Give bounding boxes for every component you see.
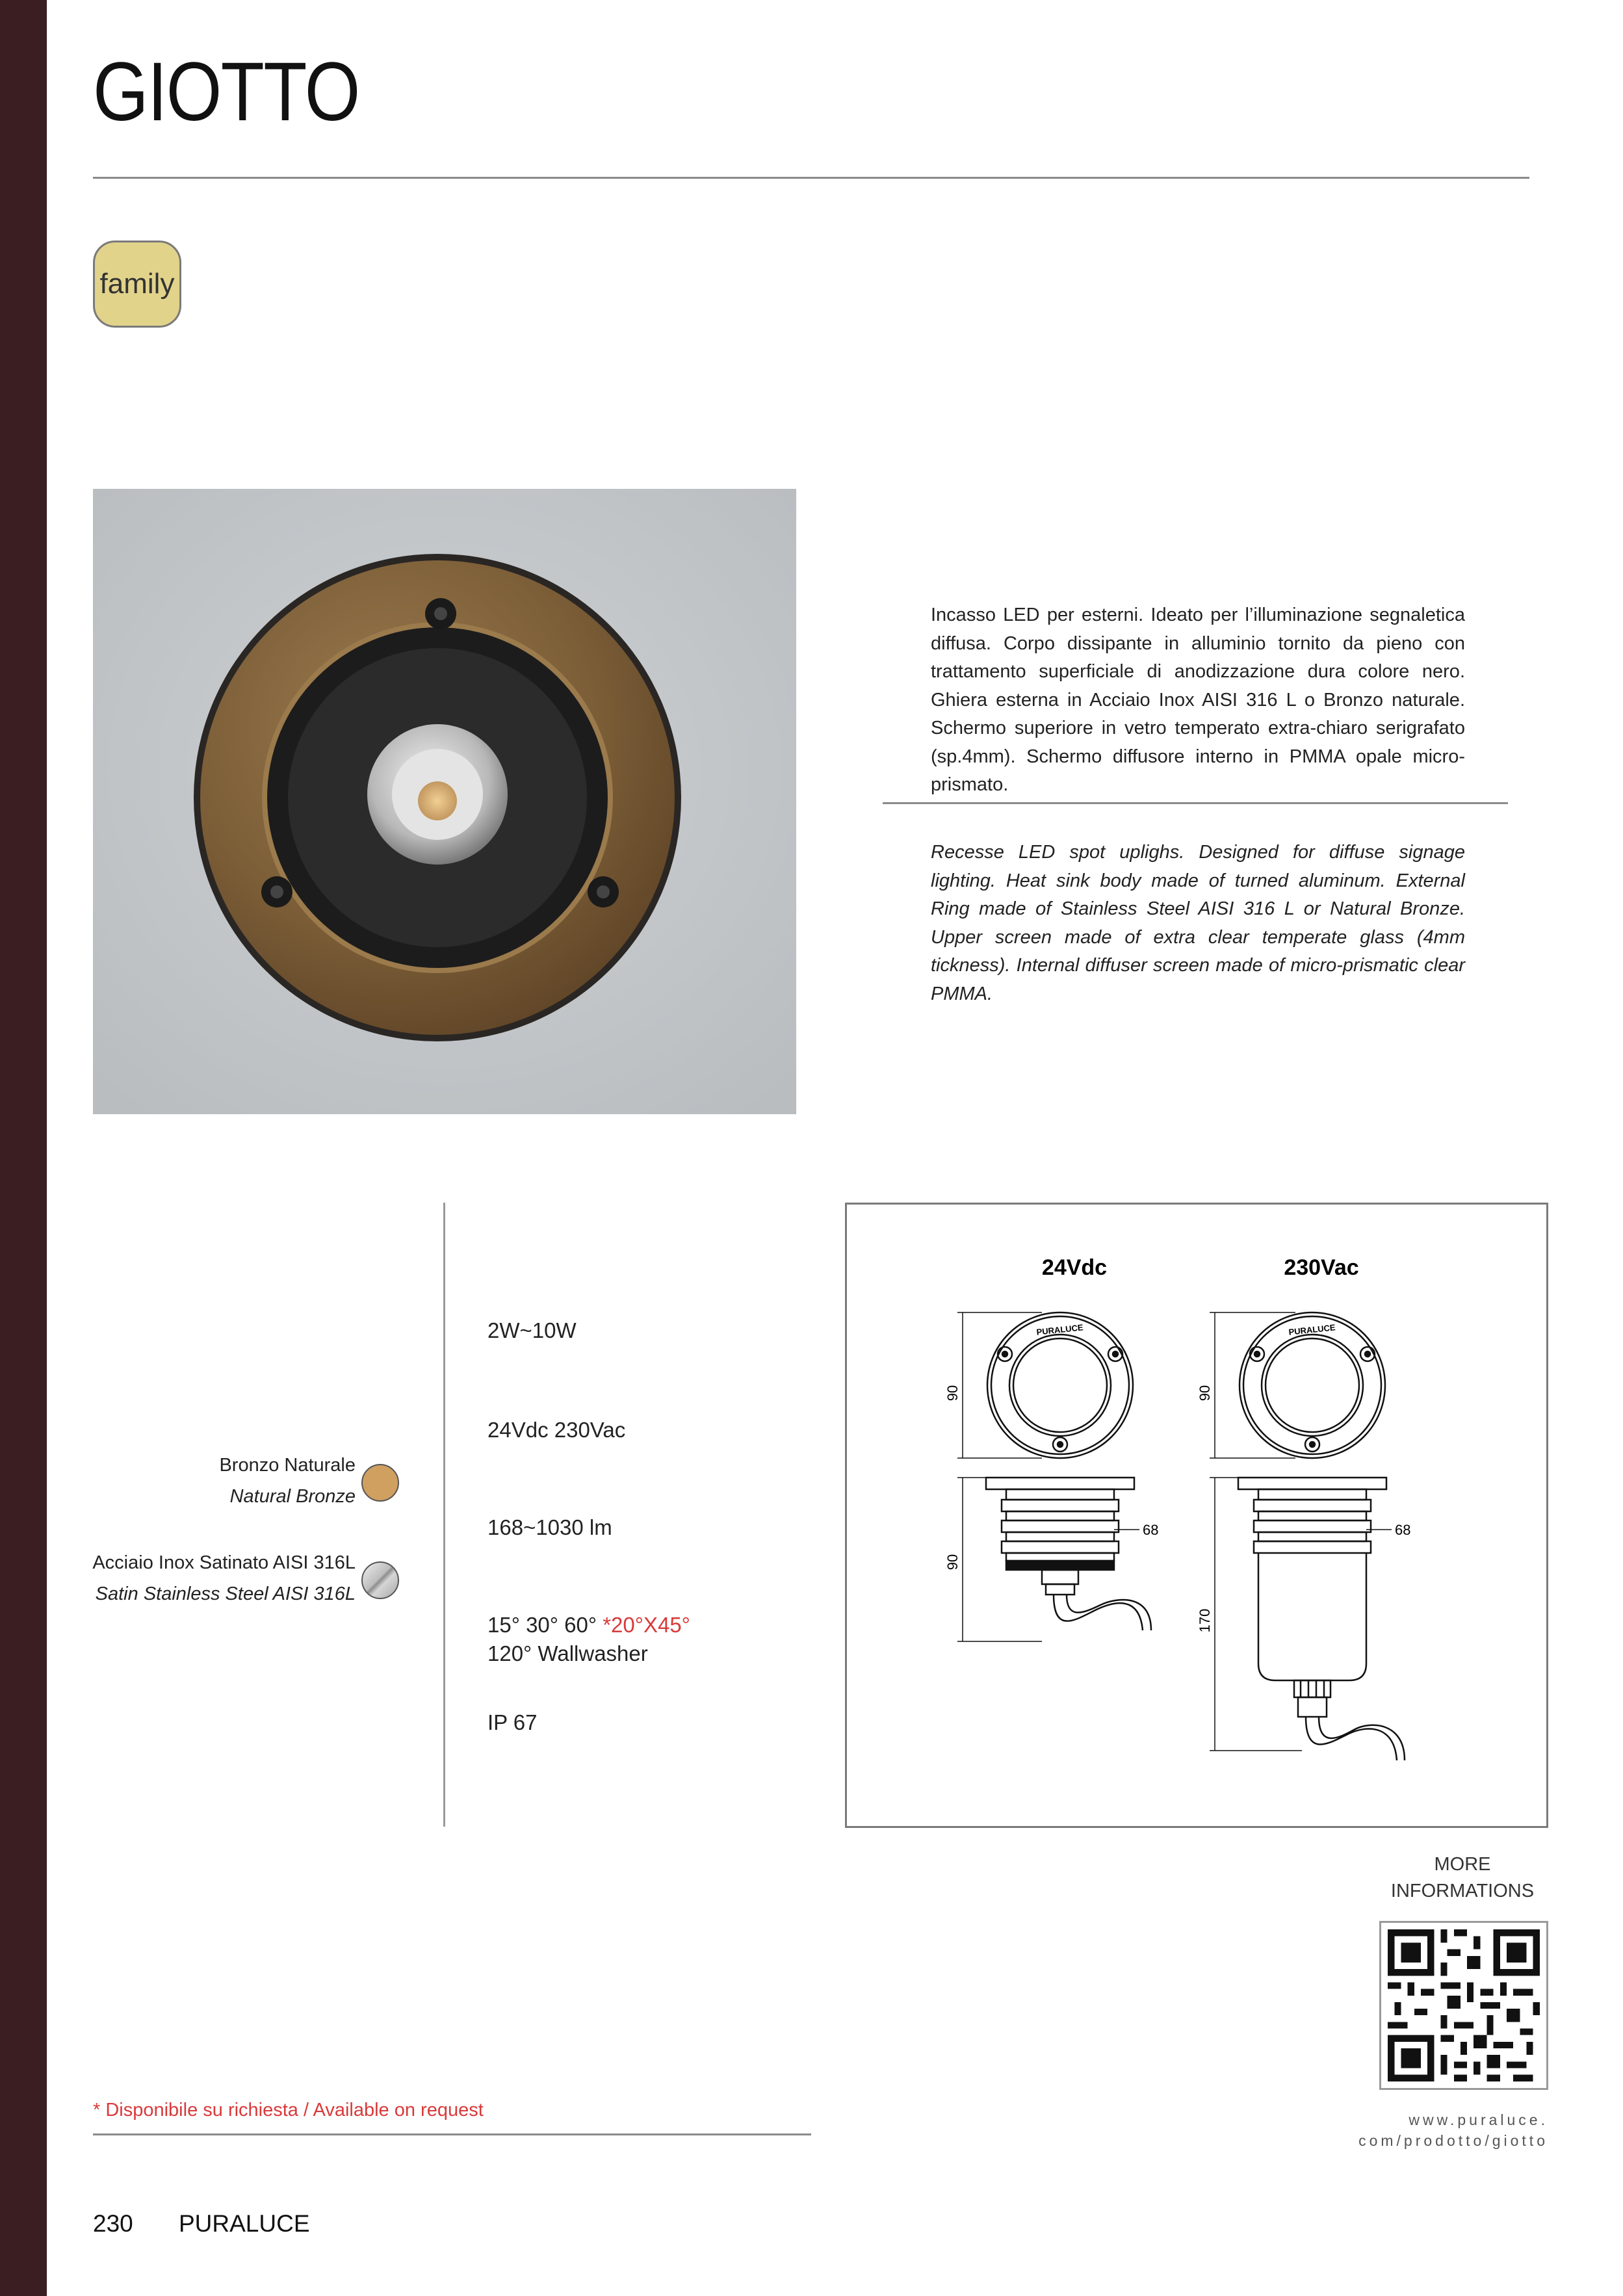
product-url[interactable] [1334, 2109, 1548, 2151]
beam-value: 15° 30° 60° [487, 1613, 597, 1637]
technical-drawing [845, 1203, 1548, 1828]
product-photo-illustration [93, 489, 796, 1114]
family-badge-label: family [99, 268, 175, 300]
description-italian: Incasso LED per esterni. Ideato per l’illuminazione segnaletica diffusa. Corpo dissipante in alluminio tornito da pieno con trattamento superficiale di anodizzazione dura colore nero. Ghiera esterna in Acciaio Inox AISI 316 L o Bronzo naturale. Schermo superiore in vetro temperato extra-chiaro serigrafato (sp.4mm). Schermo diffusore interno in PMMA opale micro-prismato. [931, 605, 1465, 795]
dim-side-left: 90 [944, 1554, 961, 1571]
dim-top-left: 90 [944, 1385, 961, 1402]
url-line1: www.puraluce. [1409, 2111, 1548, 2128]
more-informations [1365, 1851, 1560, 1905]
side-view-left [986, 1478, 1151, 1630]
spec-lumen [487, 1513, 612, 1542]
finish-bronze-it: Bronzo Naturale [219, 1455, 356, 1476]
finish-bronze [219, 1450, 356, 1512]
description-divider [883, 802, 1508, 804]
spec-divider [443, 1203, 445, 1827]
family-badge [93, 241, 181, 328]
more-line1: MORE [1434, 1854, 1491, 1875]
sidebar-strip [0, 0, 47, 2296]
title-divider [93, 177, 1529, 179]
brand-mark-right: PURALUCE [1288, 1322, 1336, 1337]
page-title: GIOTTO [93, 46, 359, 138]
swatch-bronze [361, 1464, 399, 1502]
swatch-steel [361, 1561, 399, 1599]
brand-mark-left: PURALUCE [1035, 1322, 1084, 1337]
description-english: Recesse LED spot uplighs. Designed for diffuse signage lighting. Heat sink body made of turned aluminum. External Ring made of Stainless Steel AISI 316 L or Natural Bronze. Upper screen made of extra clear temperate glass (4mm tickness). Internal diffuser screen made of micro-prismatic clear PMMA. [931, 842, 1465, 1004]
lumen-value: 168~1030 lm [487, 1515, 612, 1539]
drawing-title-230vac: 230Vac [1284, 1255, 1359, 1280]
technical-drawing-svg [847, 1205, 1546, 1826]
spec-beam [487, 1611, 690, 1668]
qr-code[interactable] [1379, 1921, 1548, 2090]
qr-code-icon [1381, 1923, 1546, 2088]
dim-line-side-right [1210, 1478, 1392, 1751]
beam-request-value: *20°X45° [603, 1613, 690, 1637]
footnote-divider [93, 2133, 811, 2135]
voltage-value: 24Vdc 230Vac [487, 1418, 626, 1442]
finish-bronze-en: Natural Bronze [229, 1486, 356, 1507]
spec-ip [487, 1708, 537, 1737]
dim-line-top-right [1210, 1312, 1295, 1458]
url-line2: com/prodotto/giotto [1358, 2132, 1548, 2149]
dim-side-right: 170 [1197, 1608, 1213, 1633]
side-view-right [1238, 1478, 1405, 1760]
spec-power [487, 1316, 577, 1345]
wallwasher-value: 120° Wallwasher [487, 1641, 648, 1665]
finish-steel-en: Satin Stainless Steel AISI 316L [95, 1584, 356, 1604]
finish-steel [92, 1547, 356, 1610]
footer-brand: PURALUCE [179, 2210, 310, 2237]
dim-width-left: 68 [1143, 1522, 1159, 1538]
more-line2: INFORMATIONS [1390, 1881, 1535, 1901]
ip-value: IP 67 [487, 1710, 538, 1734]
drawing-title-24vdc: 24Vdc [1041, 1255, 1108, 1280]
dim-top-right: 90 [1197, 1385, 1213, 1402]
availability-note: * Disponibile su richiesta / Available on request [93, 2100, 484, 2120]
spec-voltage [487, 1416, 625, 1444]
finish-steel-it: Acciaio Inox Satinato AISI 316L [92, 1552, 356, 1573]
dim-line-side-left [957, 1478, 1139, 1641]
dim-line-top-left [957, 1312, 1042, 1458]
dim-width-right: 68 [1395, 1522, 1411, 1538]
power-value: 2W~10W [487, 1318, 577, 1342]
page-number: 230 [93, 2210, 133, 2237]
product-photo [93, 489, 796, 1114]
